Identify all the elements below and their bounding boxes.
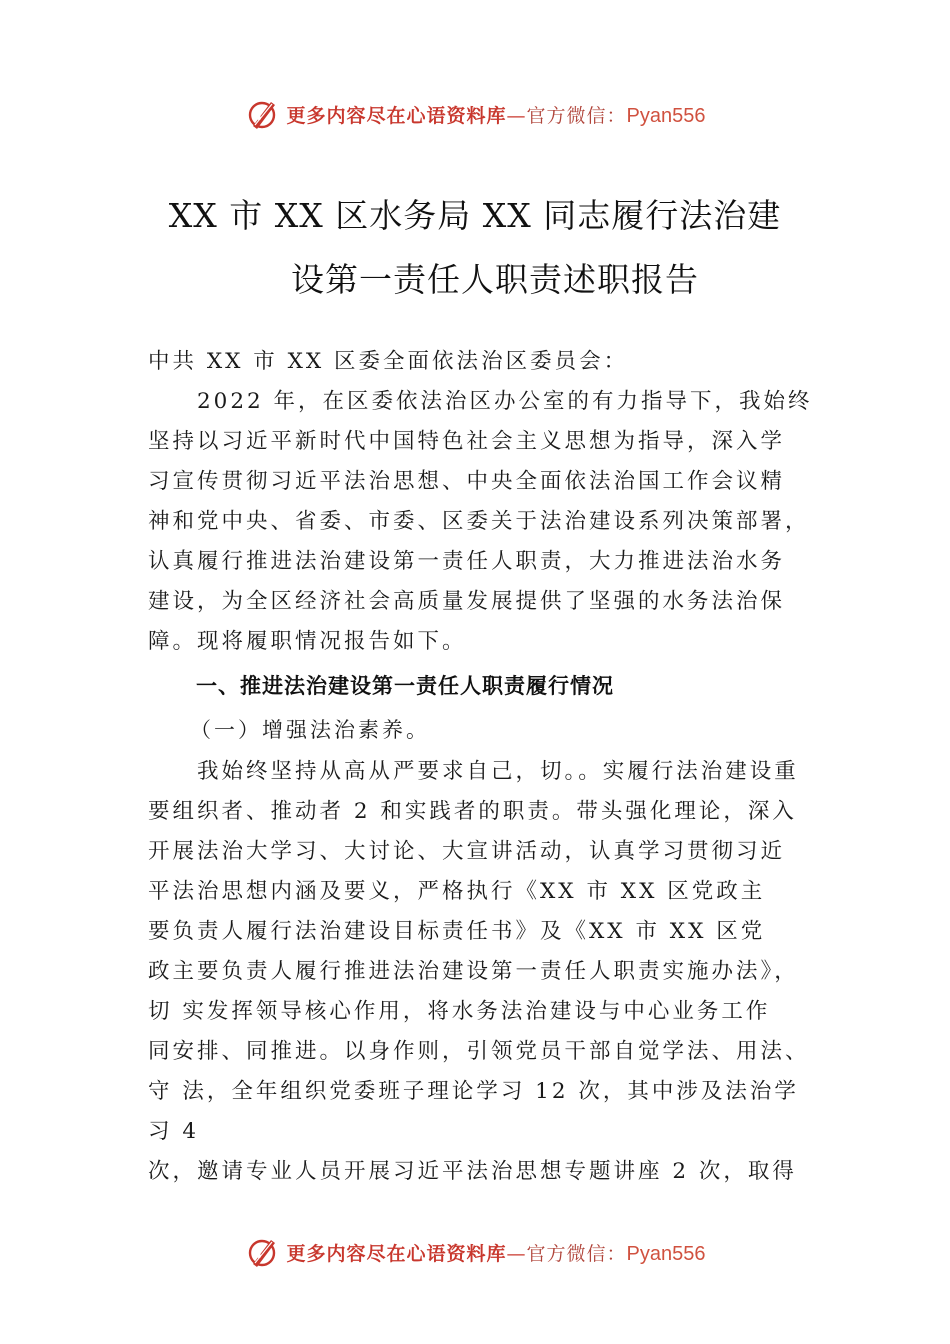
document-title-line-2: 设第一责任人职责述职报告 <box>291 260 699 299</box>
banner-main-text: 更多内容尽在心语资料库 <box>286 1242 507 1265</box>
section-heading: 一、推进法治建设第一责任人职责履行情况 <box>196 674 614 698</box>
intro-line: 坚持以习近平新时代中国特色社会主义思想为指导，深入学 <box>148 429 786 454</box>
banner-wechat-label: 官方微信： <box>526 1242 627 1265</box>
paragraph-line: 要负责人履行法治建设目标责任书》及《XX 市 XX 区党 <box>148 919 766 944</box>
section-paragraph <box>148 752 808 1192</box>
paragraph-line: 习 4 <box>148 1119 200 1144</box>
salutation: 中共 XX 市 XX 区委全面依法治区委员会： <box>148 349 629 374</box>
banner-dash: — <box>506 1242 527 1265</box>
paragraph-line: 切 实发挥领导核心作用，将水务法治建设与中心业务工作 <box>148 999 771 1024</box>
paragraph-line: 我始终坚持从高从严要求自己，切。。实履行法治建设重 <box>148 759 799 784</box>
header-banner <box>0 94 950 134</box>
banner-text <box>287 101 706 128</box>
intro-line: 认真履行推进法治建设第一责任人职责，大力推进法治水务 <box>148 549 786 574</box>
document-title-line-1: XX 市 XX 区水务局 XX 同志履行法治建 <box>168 196 782 235</box>
paragraph-line: 守 法，全年组织党委班子理论学习 12 次，其中涉及法治学 <box>148 1079 799 1104</box>
footer-banner <box>0 1232 950 1272</box>
paragraph-line: 要组织者、推动者 2 和实践者的职责。带头强化理论，深入 <box>148 799 797 824</box>
paragraph-line: 开展法治大学习、大讨论、大宣讲活动，认真学习贯彻习近 <box>148 839 786 864</box>
paragraph-line: 同安排、同推进。以身作则，引领党员干部自觉学法、用法、 <box>148 1039 810 1064</box>
intro-line: 神和党中央、省委、市委、区委关于法治建设系列决策部署， <box>148 509 810 534</box>
subsection-heading: （一）增强法治素养。 <box>190 718 430 742</box>
intro-line: 障。现将履职情况报告如下。 <box>148 629 467 654</box>
intro-line: 建设，为全区经济社会高质量发展提供了坚强的水务法治保 <box>148 589 786 614</box>
banner-dash: — <box>506 104 527 127</box>
intro-block <box>148 342 813 662</box>
banner-wechat-id: Pyan556 <box>626 104 706 127</box>
banner-text <box>287 1239 706 1266</box>
banner-wechat-label: 官方微信： <box>526 104 627 127</box>
paragraph-line: 政主要负责人履行推进法治建设第一责任人职责实施办法》， <box>148 959 799 984</box>
paragraph-line: 次，邀请专业人员开展习近平法治思想专题讲座 2 次，取得 <box>148 1159 797 1184</box>
pen-seal-icon <box>245 1234 281 1270</box>
banner-main-text: 更多内容尽在心语资料库 <box>286 104 507 127</box>
paragraph-line: 平法治思想内涵及要义，严格执行《XX 市 XX 区党政主 <box>148 879 766 904</box>
banner-wechat-id: Pyan556 <box>626 1242 706 1265</box>
intro-line: 2022 年，在区委依法治区办公室的有力指导下，我始终 <box>148 389 813 414</box>
pen-seal-icon <box>245 96 281 132</box>
intro-line: 习宣传贯彻习近平法治思想、中央全面依法治国工作会议精 <box>148 469 786 494</box>
